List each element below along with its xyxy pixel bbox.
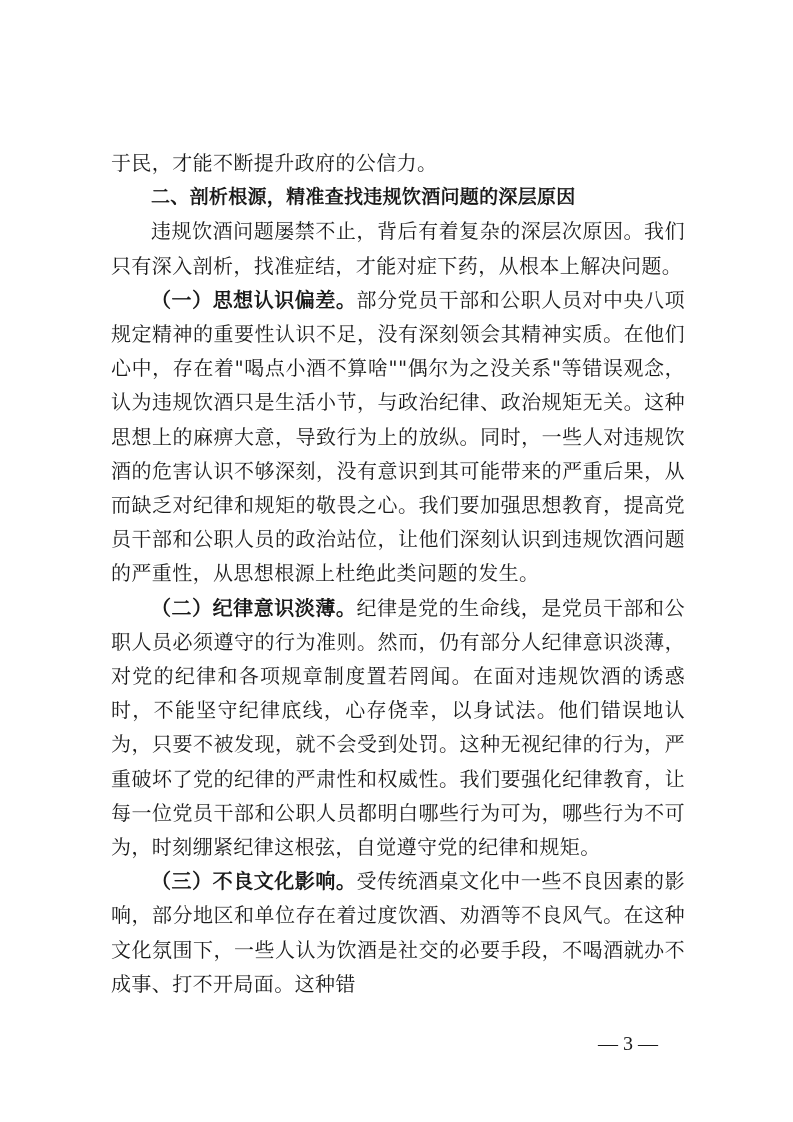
subsection-label: （三）不良文化影响。 [151, 869, 357, 894]
subsection-text: 受传统酒桌文化中一些不良因素的影响，部分地区和单位存在着过度饮酒、劝酒等不良风气。在这种文化氛围下，一些人认为饮酒是社交的必要手段，不喝酒就办不成事、打不开局面。这种错 [111, 869, 685, 996]
intro-paragraph: 违规饮酒问题屡禁不止，背后有着复杂的深层次原因。我们只有深入剖析，找准症结，才能对症下药，从根本上解决问题。 [111, 219, 685, 278]
page-number: — 3 — [598, 1033, 658, 1055]
subsection-label: （一）思想认识偏差。 [151, 287, 357, 312]
subsection-bad-culture [111, 864, 685, 1001]
subsection-weak-discipline [111, 591, 685, 865]
subsection-text: 纪律是党的生命线，是党员干部和公职人员必须遵守的行为准则。然而，仍有部分人纪律意识淡薄，对党的纪律和各项规章制度置若罔闻。在面对违规饮酒的诱惑时，不能坚守纪律底线，心存侥幸，以身试法。他们错误地认为，只要不被发现，就不会受到处罚。这种无视纪律的行为，严重破坏了党的纪律的严肃性和权威性。我们要强化纪律教育，让每一位党员干部和公职人员都明白哪些行为可为，哪些行为不可为，时刻绷紧纪律这根弦，自觉遵守党的纪律和规矩。 [111, 595, 685, 860]
document-body [111, 146, 685, 1001]
subsection-text: 部分党员干部和公职人员对中央八项规定精神的重要性认识不足，没有深刻领会其精神实质。在他们心中，存在着"喝点小酒不算啥""偶尔为之没关系"等错误观念，认为违规饮酒只是生活小节，与政治纪律、政治规矩无关。这种思想上的麻痹大意，导致行为上的放纵。同时，一些人对违规饮酒的危害认识不够深刻，没有意识到其可能带来的严重后果，从而缺乏对纪律和规矩的敬畏之心。我们要加强思想教育，提高党员干部和公职人员的政治站位，让他们深刻认识到违规饮酒问题的严重性，从思想根源上杜绝此类问题的发生。 [111, 287, 685, 586]
subsection-ideological-bias [111, 283, 685, 591]
paragraph-continuation: 于民，才能不断提升政府的公信力。 [111, 151, 438, 175]
section-heading: 二、剖析根源，精准查找违规饮酒问题的深层原因 [151, 186, 576, 209]
subsection-label: （二）纪律意识淡薄。 [151, 595, 357, 620]
